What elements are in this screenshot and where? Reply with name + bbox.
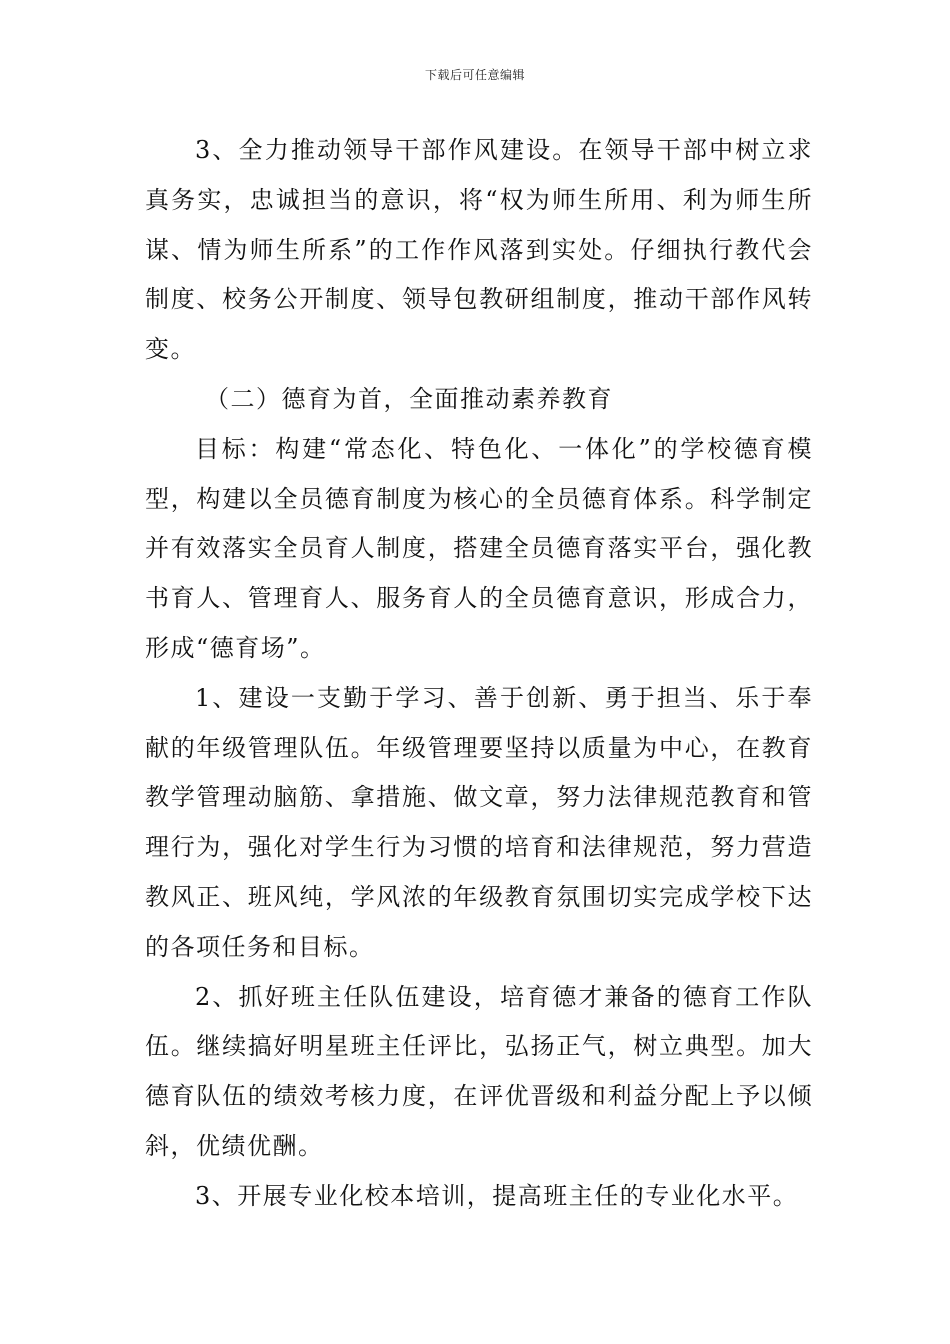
paragraph-grade-management: 1、建设一支勤于学习、善于创新、勇于担当、乐于奉献的年级管理队伍。年级管理要坚持以质量为中心，在教育教学管理动脑筋、拿措施、做文章，努力法律规范教育和管理行为，强化对学生行为习惯的培育和法律规范，努力营造教风正、班风纯，学风浓的年级教育氛围切实完成学校下达的各项任务和目标。: [145, 683, 813, 961]
page-header: 下载后可任意编辑: [424, 68, 525, 82]
paragraph-leadership-style: 3、全力推动领导干部作风建设。在领导干部中树立求真务实，忠诚担当的意识，将“权为师生所用、利为师生所谋、情为师生所系”的工作作风落到实处。仔细执行教代会制度、校务公开制度、领导包教研组制度，推动干部作风转变。: [145, 136, 813, 364]
paragraph-school-training: 3、开展专业化校本培训，提高班主任的专业化水平。: [195, 1181, 799, 1210]
paragraph-class-teacher-team: 2、抓好班主任队伍建设，培育德才兼备的德育工作队伍。继续搞好明星班主任评比，弘扬正气，树立典型。加大德育队伍的绩效考核力度，在评优晋级和利益分配上予以倾斜，优绩优酬。: [145, 982, 813, 1160]
section-heading-moral-education: （二）德育为首，全面推动素养教育: [205, 384, 613, 413]
document-body: [145, 126, 813, 1222]
paragraph-goal: 目标：构建“常态化、特色化、一体化”的学校德育模型，构建以全员德育制度为核心的全员德育体系。科学制定并有效落实全员育人制度，搭建全员德育落实平台，强化教书育人、管理育人、服务育人的全员德育意识，形成合力，形成“德育场”。: [145, 434, 813, 662]
